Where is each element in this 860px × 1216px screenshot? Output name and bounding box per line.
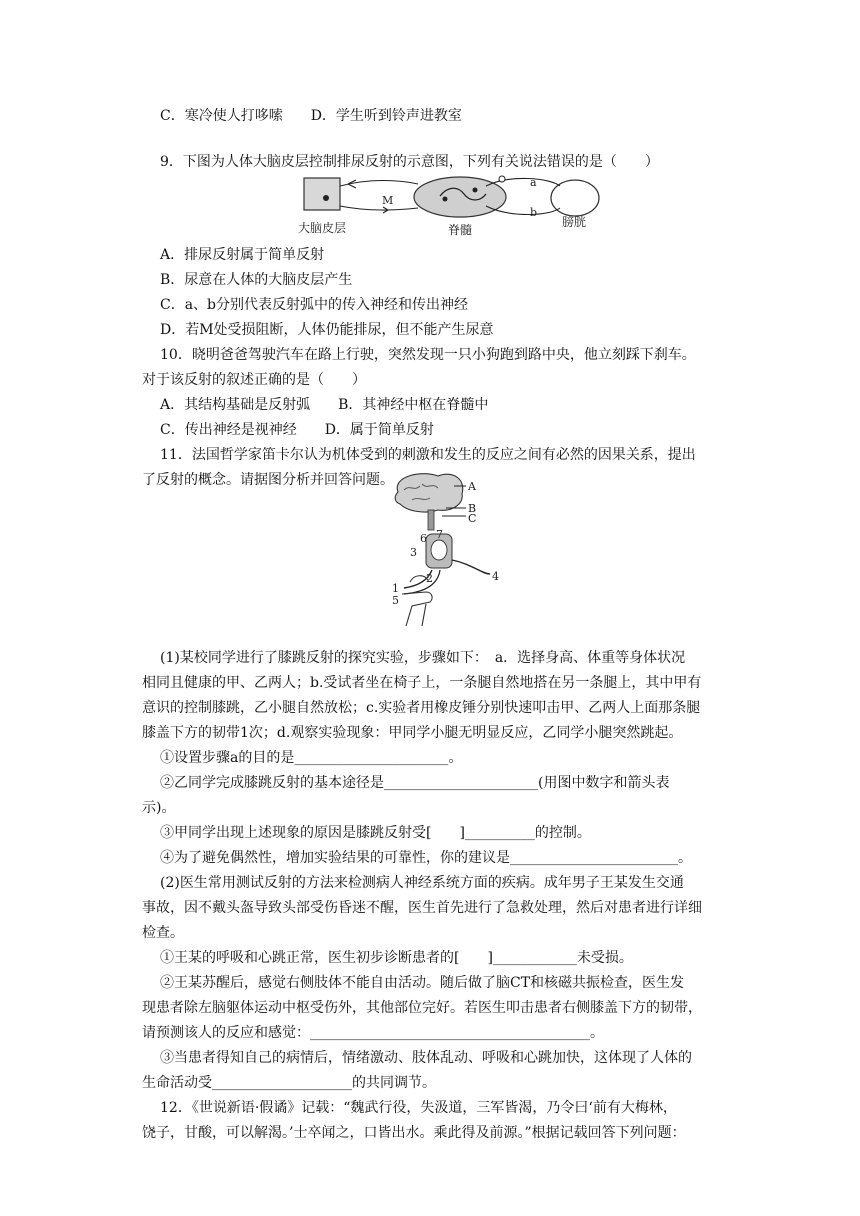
q11-part1-2: 相同且健康的甲、乙两人；b.受试者坐在椅子上，一条腿自然地搭在另一条腿上，其中甲有 xyxy=(142,675,702,691)
label-m: M xyxy=(382,194,394,207)
q11-sub4: ④为了避免偶然性，增加实验结果的可靠性，你的建议是________________________。 xyxy=(160,850,692,866)
q9-option-c: C．a、b分别代表反射弧中的传入神经和传出神经 xyxy=(160,297,469,313)
q9-stem: 9．下图为人体大脑皮层控制排尿反射的示意图，下列有关说法错误的是（ ） xyxy=(160,154,659,170)
q11-sub2-1: ②乙同学完成膝跳反射的基本途径是______________________(用图中数字和箭头表 xyxy=(160,775,670,791)
q11-part2-1: (2)医生常用测试反射的方法来检测病人神经系统方面的疾病。成年男子王某发生交通 xyxy=(160,875,684,891)
q10-stem-1: 10．晓明爸爸驾驶汽车在路上行驶，突然发现一只小狗跑到路中央，他立刻踩下刹车。 xyxy=(160,347,696,363)
q11-sub7-2: 生命活动受____________________的共同调节。 xyxy=(142,1075,436,1091)
q10-stem-2: 对于该反射的叙述正确的是（ ） xyxy=(142,372,366,388)
svg-text:C: C xyxy=(468,512,477,525)
q11-part1-3: 意识的控制膝跳，乙小腿自然放松；c.实验者用橡皮锤分别快速叩击甲、乙两人上面那条腿 xyxy=(142,700,701,716)
q11-part2-2: 事故，因不戴头盔导致头部受伤昏迷不醒，医生首先进行了急救处理，然后对患者进行详细 xyxy=(142,900,702,916)
q12-line2: 饶子，甘酸，可以解渴。’士卒闻之，口皆出水。乘此得及前源。”根据记载回答下列问题： xyxy=(142,1125,686,1141)
q8-options: C．寒冷使人打哆嗦 D．学生听到铃声进教室 xyxy=(160,108,462,124)
q12-line1: 12．《世说新语·假谲》记载：“魏武行役，失汲道，三军皆渴，乃令曰‘前有大梅林， xyxy=(160,1100,677,1116)
q11-sub1: ①设置步骤a的目的是______________________。 xyxy=(160,750,463,766)
q11-stem-2: 了反射的概念。请据图分析并回答问题。 xyxy=(142,472,394,488)
label-b: b xyxy=(530,206,538,219)
q11-sub5: ①王某的呼吸和心跳正常，医生初步诊断患者的[ ]____________未受损。 xyxy=(160,950,633,966)
q11-sub6-3: 请预测该人的反应和感觉：________________________________________。 xyxy=(142,1025,604,1041)
svg-text:4: 4 xyxy=(492,570,499,583)
q11-part1-1: (1)某校同学进行了膝跳反射的探究实验，步骤如下： a．选择身高、体重等身体状况 xyxy=(160,650,686,666)
q11-sub2-2: 示)。 xyxy=(142,800,176,816)
label-spinal-cord: 脊髓 xyxy=(448,223,473,237)
q9-option-d: D．若M处受损阻断，人体仍能排尿，但不能产生尿意 xyxy=(160,322,494,338)
q11-part1-4: 膝盖下方的韧带1次；d.观察实验现象：甲同学小腿无明显反应，乙同学小腿突然跳起。 xyxy=(142,725,683,741)
q9-figure xyxy=(290,172,610,240)
svg-text:3: 3 xyxy=(410,546,417,559)
label-a: a xyxy=(530,176,537,189)
q11-stem-1: 11．法国哲学家笛卡尔认为机体受到的刺激和发生的反应之间有必然的因果关系，提出 xyxy=(160,447,696,463)
q9-option-a: A．排尿反射属于简单反射 xyxy=(160,247,325,263)
q10-options-row2: C．传出神经是视神经 D．属于简单反射 xyxy=(160,422,434,438)
svg-text:2: 2 xyxy=(426,572,433,585)
q11-part2-3: 检查。 xyxy=(142,925,184,941)
q11-sub6-2: 现患者除左脑躯体运动中枢受伤外，其他部位完好。若医生叩击患者右侧膝盖下方的韧带， xyxy=(142,1000,702,1016)
svg-text:1: 1 xyxy=(392,582,399,595)
q10-options-row1: A．其结构基础是反射弧 B．其神经中枢在脊髓中 xyxy=(160,397,489,413)
q11-sub3: ③甲同学出现上述现象的原因是膝跳反射受[ ]__________的控制。 xyxy=(160,825,591,841)
svg-text:7: 7 xyxy=(436,528,443,541)
cortex-box xyxy=(304,178,340,210)
svg-text:B: B xyxy=(468,502,477,515)
q11-sub7-1: ③当患者得知自己的病情后，情绪激动、肢体乱动、呼吸和心跳加快，这体现了人体的 xyxy=(160,1050,692,1066)
svg-text:5: 5 xyxy=(392,594,399,607)
q9-option-b: B．尿意在人体的大脑皮层产生 xyxy=(160,272,353,288)
label-bladder: 膀胱 xyxy=(562,215,587,229)
brain-shape xyxy=(395,474,463,512)
q11-reflex-figure xyxy=(382,470,512,628)
svg-text:6: 6 xyxy=(420,532,427,545)
label-cortex: 大脑皮层 xyxy=(298,221,347,235)
svg-text:A: A xyxy=(468,480,476,493)
bladder-shape xyxy=(551,180,599,216)
q11-sub6-1: ②王某苏醒后，感觉右侧肢体不能自由活动。随后做了脑CT和核磁共振检查，医生发 xyxy=(160,975,685,991)
